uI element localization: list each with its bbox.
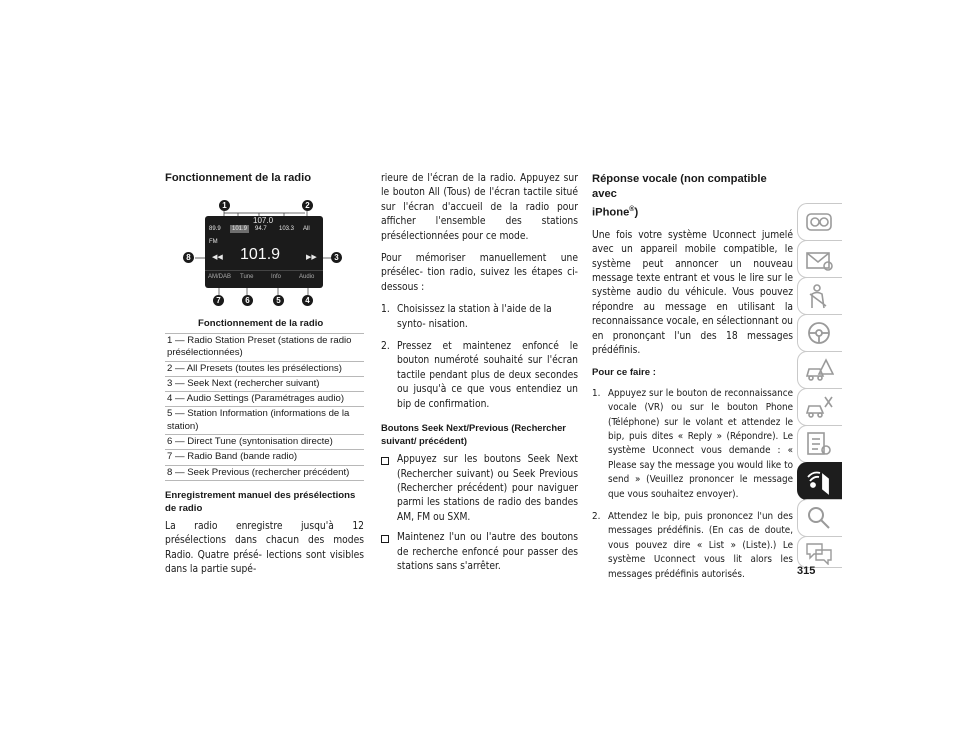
bullet-item: [381, 531, 578, 574]
subheading-procedure: Pour ce faire :: [592, 367, 656, 379]
step-item: [381, 303, 578, 332]
callout-3: 3: [331, 252, 342, 263]
preset-3: 94.7: [255, 226, 267, 232]
step-item: [592, 387, 793, 502]
radio-display: [205, 216, 323, 288]
car-tools-icon: [804, 393, 834, 421]
section-heading: Fonctionnement de la radio: [165, 172, 312, 184]
steering-wheel-icon: [804, 319, 834, 347]
step-number: 2.: [592, 511, 601, 523]
middle-column: [381, 172, 578, 574]
preset-1: 89.9: [209, 226, 221, 232]
bullet-item: [381, 453, 578, 525]
bullet-square-icon: [381, 457, 389, 465]
step-item: [592, 510, 793, 582]
legend-item: 7 — Radio Band (bande radio): [165, 450, 364, 465]
bullet-square-icon: [381, 535, 389, 543]
bullet-text: Appuyez sur les boutons Seek Next (Rechercher suivant) ou Seek Previous (Rechercher précédent) pour naviguer parmi les stations de radio des bandes AM, FM ou SXM.: [397, 454, 578, 523]
heading-close: ): [634, 206, 639, 219]
paragraph-voice-response: Une fois votre système Uconnect jumelé avec un appareil mobile compatible, le système peut annoncer un nouveau message texte entrant et vous le lire sur le système audio du véhicule. Vous pouvez répondre au message en utilisant la reconnaissance vocale, en sélectionnant ou en prononçant l'un des 18 messages prédéfinis.: [592, 229, 793, 356]
language-icon: [804, 541, 834, 565]
page-number: 315: [797, 565, 816, 577]
tab-emergency[interactable]: [797, 351, 842, 389]
seatbelt-icon: [804, 282, 834, 310]
heading-line2: iPhone: [592, 206, 630, 219]
step-text: Choisissez la station à l'aide de la synto- nisation.: [397, 304, 552, 330]
magnifier-icon: [804, 504, 834, 532]
step-number: 1.: [381, 304, 390, 316]
tab-service[interactable]: [797, 388, 842, 426]
current-frequency: 101.9: [240, 246, 281, 263]
seek-next-icon: ▶▶: [306, 254, 317, 261]
tune-button: Tune: [240, 274, 254, 280]
top-frequency: 107.0: [253, 216, 274, 225]
preset-4: 103.3: [279, 226, 295, 232]
tab-safety[interactable]: [797, 277, 842, 315]
car-warning-icon: [804, 356, 834, 384]
step-text: Pressez et maintenez enfoncé le bouton numéroté souhaité sur l'écran tactile pendant plus de deux secondes ou jusqu'à ce que vous entendiez un bip de confirmation.: [397, 341, 578, 410]
figure-legend: [165, 333, 364, 481]
paragraph-steps-intro: Pour mémoriser manuellement une présélec- tion radio, suivez les étapes ci-dessous :: [381, 253, 578, 293]
radio-screen-figure: [181, 199, 346, 309]
legend-item: 4 — Audio Settings (Paramétrages audio): [165, 392, 364, 407]
screen-divider: [205, 270, 323, 271]
callout-8: 8: [183, 252, 194, 263]
info-button: Info: [271, 274, 282, 280]
tab-dashboard[interactable]: [797, 203, 842, 241]
paragraph-presets: La radio enregistre jusqu'à 12 présélections dans chacun des modes Radio. Quatre présé- lections sont visibles dans la partie supé-: [165, 521, 364, 576]
tab-specifications[interactable]: [797, 425, 842, 463]
registered-mark: ®: [629, 206, 635, 213]
legend-item: 3 — Seek Next (rechercher suivant): [165, 377, 364, 392]
callout-5: 5: [273, 295, 284, 306]
legend-item: 2 — All Presets (toutes les présélections): [165, 362, 364, 377]
tab-messages[interactable]: [797, 240, 842, 278]
legend-item: 5 — Station Information (informations de la station): [165, 407, 364, 435]
step-number: 2.: [381, 341, 390, 353]
envelope-icon: [804, 245, 834, 273]
preset-2-selected: 101.9: [232, 226, 248, 232]
callout-6: 6: [242, 295, 253, 306]
section-heading: [592, 172, 793, 221]
callout-2: 2: [302, 200, 313, 211]
band-label: FM: [209, 239, 218, 245]
step-text: Attendez le bip, puis prononcez l'un des messages prédéfinis. (En cas de doute, vous pouvez dire « List » (Liste).) Le système Uconnect vous lit alors les messages prédéfinis autorisés.: [608, 511, 793, 580]
callout-4: 4: [302, 295, 313, 306]
tab-index[interactable]: [797, 499, 842, 537]
paragraph-continued: rieure de l'écran de la radio. Appuyez sur le bouton All (Tous) de l'écran tactile situé sur l'écran d'accueil de la radio pour afficher l'ensemble des stations présélectionnées pour ce mode.: [381, 173, 578, 242]
tab-driving[interactable]: [797, 314, 842, 352]
step-number: 1.: [592, 387, 601, 399]
right-column: [592, 172, 793, 582]
heading-line1: Réponse vocale (non compatible avec: [592, 173, 767, 200]
multimedia-icon: [804, 467, 834, 495]
figure-caption: Fonctionnement de la radio: [198, 318, 324, 329]
step-text: Appuyez sur le bouton de reconnaissance vocale (VR) ou sur le bouton Phone (Téléphone) sur le volant et attendez le bip, puis dites « Reply » (Répondre). Le système Uconnect vous demande : « Please say the message you would like to send » (Veuillez prononcer le message que vous souhaitez envoyer).: [608, 387, 793, 500]
subheading-presets: Enregistrement manuel des présélections de radio: [165, 490, 356, 514]
all-presets: All: [303, 226, 310, 232]
bullet-text: Maintenez l'un ou l'autre des boutons de recherche enfoncé pour passer des stations sans s'arrêter.: [397, 532, 578, 572]
callout-7: 7: [213, 295, 224, 306]
tab-languages[interactable]: [797, 536, 842, 568]
legend-item: 1 — Radio Station Preset (stations de radio présélectionnées): [165, 333, 364, 362]
step-item: [381, 340, 578, 412]
am-dab-button: AM/DAB: [208, 274, 232, 280]
callout-1: 1: [219, 200, 230, 211]
audio-button: Audio: [299, 274, 315, 280]
dashboard-icon: [804, 208, 834, 236]
tab-multimedia[interactable]: [797, 462, 842, 500]
legend-item: 8 — Seek Previous (rechercher précédent): [165, 466, 364, 481]
seek-previous-icon: ◀◀: [212, 254, 223, 261]
subheading-seek: Boutons Seek Next/Previous (Rechercher suivant/ précédent): [381, 422, 566, 447]
legend-item: 6 — Direct Tune (syntonisation directe): [165, 435, 364, 450]
checklist-icon: [804, 430, 834, 458]
